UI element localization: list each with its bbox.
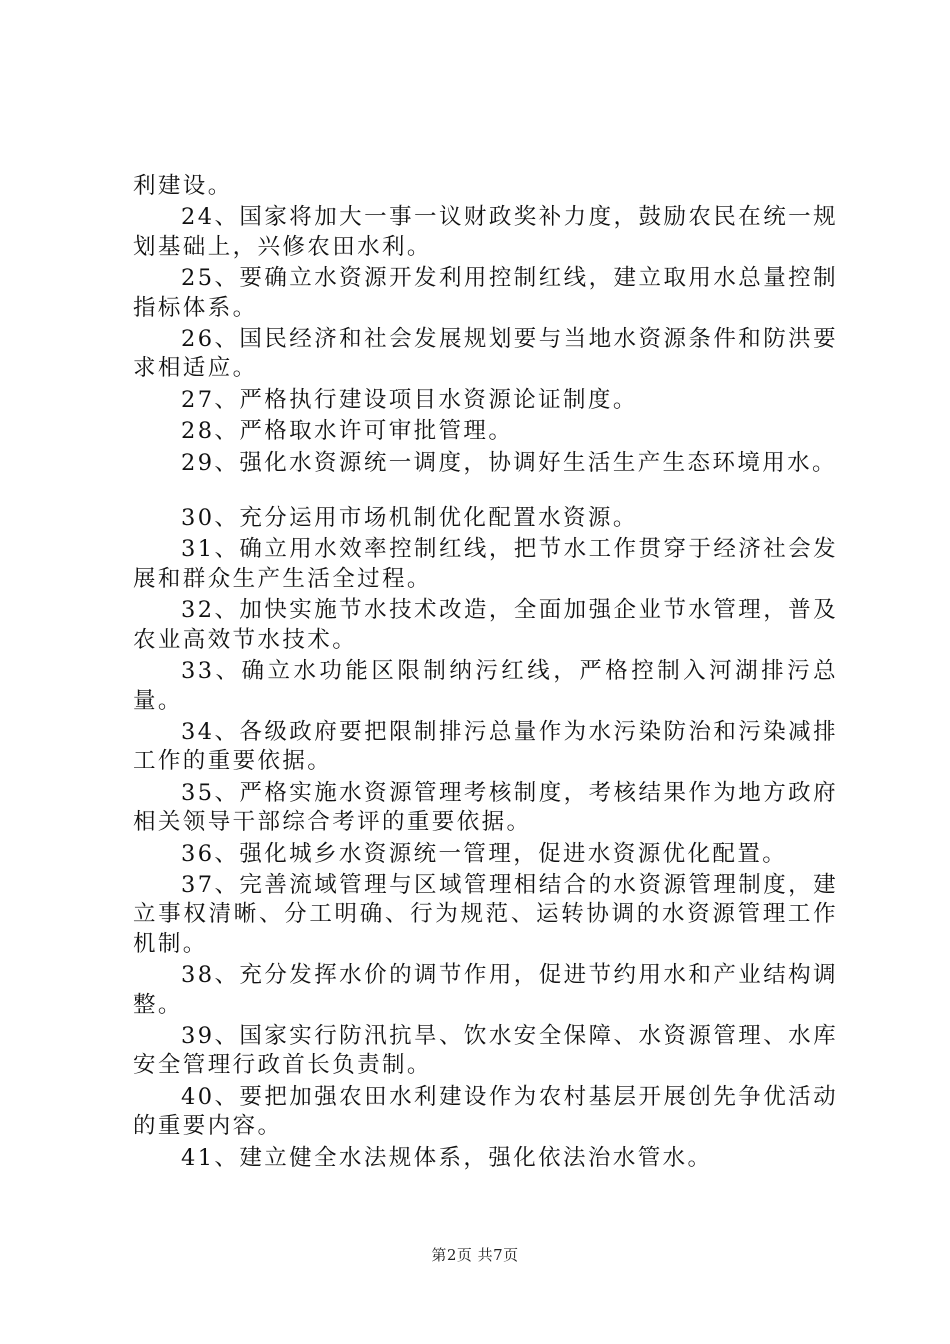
paragraph-item-36: 36、强化城乡水资源统一管理，促进水资源优化配置。 [181, 840, 788, 867]
page-number-footer: 第2页 共7页 [431, 1246, 519, 1264]
paragraph-continuation: 利建设。 [133, 173, 233, 199]
paragraph-item-30: 30、充分运用市场机制优化配置水资源。 [181, 505, 638, 532]
paragraph-item-34: 34、各级政府要把限制排污总量作为水污染防治和污染减排工作的重要依据。 [133, 718, 838, 775]
paragraph-item-29: 29、强化水资源统一调度，协调好生活生产生态环境用水。 [181, 449, 837, 476]
document-body [133, 172, 838, 1175]
paragraph-item-33: 33、确立水功能区限制纳污红线，严格控制入河湖排污总量。 [133, 658, 838, 714]
paragraph-item-27: 27、严格执行建设项目水资源论证制度。 [181, 386, 638, 413]
paragraph-item-35: 35、严格实施水资源管理考核制度，考核结果作为地方政府相关领导干部综合考评的重要依据。 [133, 779, 838, 836]
paragraph-item-25: 25、要确立水资源开发利用控制红线，建立取用水总量控制指标体系。 [133, 265, 838, 321]
paragraph-item-40: 40、要把加强农田水利建设作为农村基层开展创先争优活动的重要内容。 [133, 1083, 838, 1140]
paragraph-item-32: 32、加快实施节水技术改造，全面加强企业节水管理，普及农业高效节水技术。 [133, 597, 838, 653]
paragraph-item-26: 26、国民经济和社会发展规划要与当地水资源条件和防洪要求相适应。 [133, 326, 838, 382]
paragraph-item-38: 38、充分发挥水价的调节作用，促进节约用水和产业结构调整。 [133, 962, 838, 1018]
paragraph-item-24: 24、国家将加大一事一议财政奖补力度，鼓励农民在统一规划基础上，兴修农田水利。 [133, 204, 838, 260]
paragraph-item-28: 28、严格取水许可审批管理。 [181, 418, 514, 445]
paragraph-item-37: 37、完善流域管理与区域管理相结合的水资源管理制度，建立事权清晰、分工明确、行为规范、运转协调的水资源管理工作机制。 [133, 871, 838, 957]
paragraph-item-41: 41、建立健全水法规体系，强化依法治水管水。 [181, 1144, 713, 1171]
paragraph-item-31: 31、确立用水效率控制红线，把节水工作贯穿于经济社会发展和群众生产生活全过程。 [133, 536, 838, 592]
paragraph-item-39: 39、国家实行防汛抗旱、饮水安全保障、水资源管理、水库安全管理行政首长负责制。 [133, 1022, 838, 1079]
